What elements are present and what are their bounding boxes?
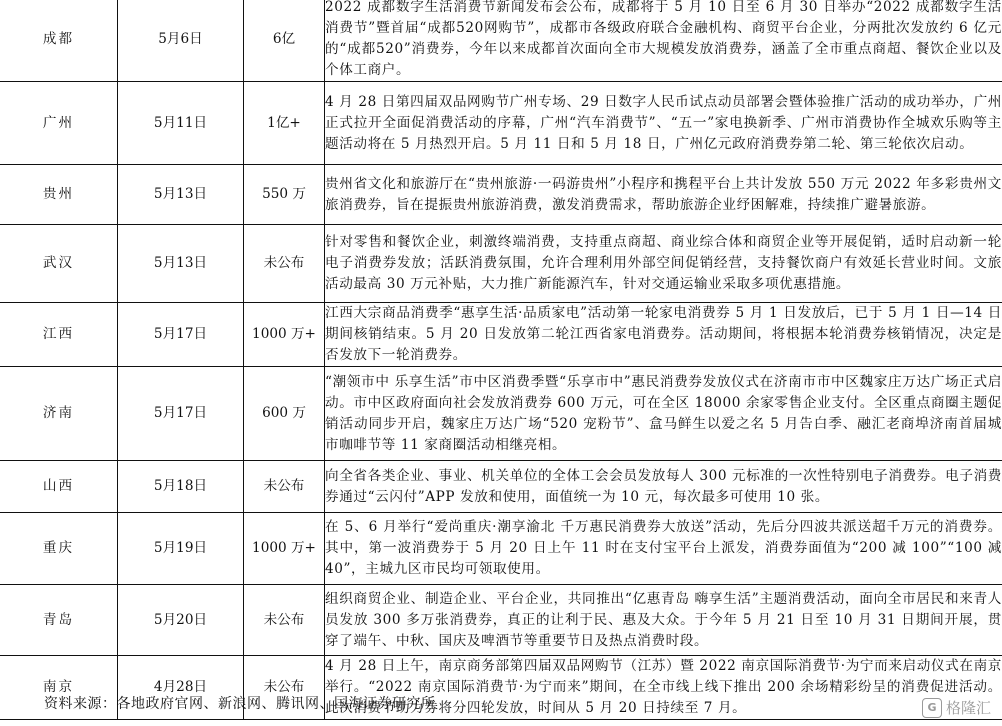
amount-cell: 未公布 — [244, 585, 325, 656]
description-cell: 江西大宗商品消费季“惠享生活·品质家电”活动第一轮家电消费券 5 月 1 日发放后，已于 5 月 1 日—14 日期间核销结束。5 月 20 日发放第二轮江西省家电消费券。活动期间，将根据本轮消费券核销情况，决定是否发放下一轮消费券。 — [325, 303, 1002, 367]
city-cell: 济南 — [0, 367, 118, 461]
table-row — [0, 82, 1002, 165]
city-cell: 山西 — [0, 461, 118, 513]
city-cell: 武汉 — [0, 225, 118, 303]
amount-cell: 550 万 — [244, 165, 325, 225]
gelonghui-logo-icon: G — [922, 698, 942, 718]
table-row — [0, 585, 1002, 656]
date-cell: 5月17日 — [118, 367, 244, 461]
watermark-text: 格隆汇 — [945, 699, 991, 717]
table-row — [0, 225, 1002, 303]
amount-cell: 1000 万+ — [244, 513, 325, 585]
table-row — [0, 303, 1002, 367]
date-cell: 5月20日 — [118, 585, 244, 656]
city-cell: 广州 — [0, 82, 118, 165]
city-cell: 贵州 — [0, 165, 118, 225]
description-cell: 在 5、6 月举行“爱尚重庆·潮享渝北 千万惠民消费券大放送”活动，先后分四波共派送超千万元的消费券。其中，第一波消费券于 5 月 20 日上午 11 时在支付宝平台上派发，消费券面值为“200 减 100”“100 减 40”，主城九区市民均可领取使用。 — [325, 513, 1002, 585]
watermark — [922, 697, 991, 718]
amount-cell: 未公布 — [244, 225, 325, 303]
date-cell: 5月18日 — [118, 461, 244, 513]
description-cell: 2022 成都数字生活消费节新闻发布会公布，成都将于 5 月 10 日至 6 月 30 日举办“2022 成都数字生活消费节”暨首届“成都520网购节”，成都市各级政府联合金融机构、商贸平台企业，分两批次发放约 6 亿元的“成都520”消费券，今年以来成都首次面向全市大规模发放消费券，涵盖了全市重点商超、餐饮企业以及个体工商户。 — [325, 0, 1002, 82]
amount-cell: 600 万 — [244, 367, 325, 461]
city-cell: 江西 — [0, 303, 118, 367]
date-cell: 4月28日 — [118, 656, 244, 720]
description-cell: “潮领市中 乐享生活”市中区消费季暨“乐享市中”惠民消费券发放仪式在济南市市中区魏家庄万达广场正式启动。市中区政府面向社会发放消费券 600 万元，可在全区 18000 余家零售企业支付。全区重点商圈主题促销活动同步开启，魏家庄万达广场“520 宠粉节”、盒马鲜生以爱之名 5 月告白季、融汇老商埠济南首届城市咖啡节等 11 家商圈活动相继亮相。 — [325, 367, 1002, 461]
amount-cell: 未公布 — [244, 461, 325, 513]
amount-cell: 1亿+ — [244, 82, 325, 165]
description-cell: 组织商贸企业、制造企业、平台企业，共同推出“亿惠青岛 嗨享生活”主题消费活动，面向全市居民和来青人员发放 300 多万张消费券，真正的让利于民、惠及大众。于今年 5 月 21 日至 10 月 31 日期间开展，贯穿了端午、中秋、国庆及啤酒节等重要节日及热点消费时段。 — [325, 585, 1002, 656]
city-cell: 成都 — [0, 0, 118, 82]
date-cell: 5月6日 — [118, 0, 244, 82]
city-cell: 南京 — [0, 656, 118, 720]
city-cell: 重庆 — [0, 513, 118, 585]
table-row — [0, 0, 1002, 82]
amount-cell: 1000 万+ — [244, 303, 325, 367]
description-cell: 4 月 28 日第四届双品网购节广州专场、29 日数字人民币试点动员部署会暨体验推广活动的成功举办，广州正式拉开全面促消费活动的序幕，广州“汽车消费节”、“五一”家电换新季、广州市消费协作全城欢乐购等主题活动将在 5 月热烈开启。5 月 11 日和 5 月 18 日，广州亿元政府消费券第二轮、第三轮依次启动。 — [325, 82, 1002, 165]
date-cell: 5月11日 — [118, 82, 244, 165]
date-cell: 5月13日 — [118, 225, 244, 303]
description-cell: 向全省各类企业、事业、机关单位的全体工会会员发放每人 300 元标准的一次性特别电子消费券。电子消费券通过“云闪付”APP 发放和使用，面值统一为 10 元，每次最多可使用 10 张。 — [325, 461, 1002, 513]
table-row — [0, 165, 1002, 225]
date-cell: 5月13日 — [118, 165, 244, 225]
date-cell: 5月19日 — [118, 513, 244, 585]
city-cell: 青岛 — [0, 585, 118, 656]
table-row — [0, 513, 1002, 585]
date-cell: 5月17日 — [118, 303, 244, 367]
table-row — [0, 461, 1002, 513]
description-cell: 针对零售和餐饮企业，刺激终端消费，支持重点商超、商业综合体和商贸企业等开展促销，适时启动新一轮电子消费券发放；活跃消费氛围，允许合理利用外部空间促销经营，支持餐饮商户有效延长营业时间。文旅活动最高 30 万元补贴，大力推广新能源汽车，针对交通运输业采取多项优惠措施。 — [325, 225, 1002, 303]
amount-cell: 6亿 — [244, 0, 325, 82]
table-row — [0, 367, 1002, 461]
amount-cell: 未公布 — [244, 656, 325, 720]
source-note: 资料来源：各地政府官网、新浪网、腾讯网、国海证券研究所 — [44, 696, 436, 712]
description-cell: 4 月 28 日上午，南京商务部第四届双品网购节（江苏）暨 2022 南京国际消费节·为宁而来启动仪式在南京举行。“2022 南京国际消费节·为宁而来”期间，在全市线上线下推出 200 余场精彩纷呈的消费促进活动。此次消费节助力券将分四轮发放，时间从 5 月 20 日持续至 7 月。 — [325, 656, 1002, 720]
description-cell: 贵州省文化和旅游厅在“贵州旅游·一码游贵州”小程序和携程平台上共计发放 550 万元 2022 年多彩贵州文旅消费券，旨在提振贵州旅游消费，激发消费需求，帮助旅游企业纾困解难，持续推广避暑旅游。 — [325, 165, 1002, 225]
